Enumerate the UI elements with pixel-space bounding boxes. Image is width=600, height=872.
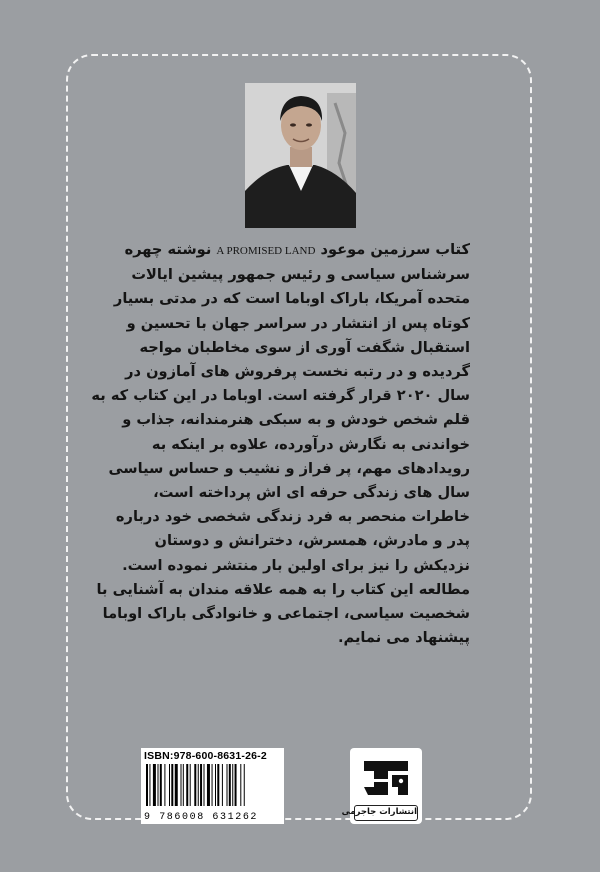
- author-portrait: [245, 83, 356, 228]
- barcode-bar: [222, 764, 223, 806]
- barcode-bar: [232, 764, 233, 806]
- barcode-bar: [235, 764, 237, 806]
- english-title: A PROMISED LAND: [216, 245, 316, 257]
- description-line: سرشناس سیاسی و رئیس جمهور پیشین ایالات: [131, 266, 470, 284]
- description-line: خاطرات منحصر به فرد زندگی شخصی خود درباره: [115, 508, 470, 526]
- barcode-bar: [244, 764, 245, 806]
- barcode-bar: [146, 764, 148, 806]
- barcode-bar: [212, 764, 213, 806]
- barcode-bar: [198, 764, 199, 806]
- barcode-bar: [153, 764, 156, 806]
- description-line: سال ۲۰۲۰ قرار گرفته است. اوباما در این کتاب که به: [91, 387, 470, 405]
- description-line: نزدیکش را نیز برای اولین بار منتشر نموده است.: [122, 556, 470, 574]
- description-line: خواندنی به نگارش درآورده، علاوه بر اینکه به: [151, 435, 470, 453]
- description-line: سال های زندگی حرفه ای اش پرداخته است،: [153, 484, 470, 502]
- description-line: کتاب سرزمین موعود A PROMISED LAND نوشته چهره: [124, 241, 470, 258]
- barcode-bar: [229, 764, 231, 806]
- description-line: استقبال شگفت آوری از سوی مخاطبان مواجه: [139, 338, 470, 356]
- publisher-name: انتشارات جاجرمی: [354, 805, 418, 821]
- barcode-bar: [169, 764, 170, 806]
- barcode-bar: [194, 764, 196, 806]
- description-line: مطالعه این کتاب را به همه علاقه مندان به آشنایی با: [96, 580, 470, 598]
- barcode-bar: [207, 764, 210, 806]
- barcode-bar: [227, 764, 228, 806]
- description-line: شخصیت سیاسی، اجتماعی و خانوادگی باراک اوباما: [102, 605, 470, 623]
- barcode-bar: [181, 764, 182, 806]
- description-line: پدر و مادرش، همسرش، دخترانش و دوستان: [154, 532, 470, 550]
- isbn-barcode: [141, 748, 284, 824]
- barcode-bar: [183, 764, 184, 806]
- barcode-bar: [158, 764, 159, 806]
- barcode-bar: [160, 764, 162, 806]
- barcode-bar: [204, 764, 205, 806]
- barcode-bar: [171, 764, 173, 806]
- barcode-bar: [190, 764, 191, 806]
- barcode-bar: [200, 764, 202, 806]
- barcode-bar: [149, 764, 150, 806]
- description-line: پیشنهاد می نمایم.: [337, 629, 470, 647]
- publisher-emblem-icon: [358, 751, 414, 803]
- publisher-logo: [341, 748, 422, 824]
- description-line: متحده آمریکا، باراک اوباما است که در مدتی بسیار: [113, 290, 470, 308]
- barcode-bar: [164, 764, 165, 806]
- barcode-bar: [186, 764, 188, 806]
- barcode-bar: [215, 764, 216, 806]
- description-line: قلم شخص خودش و به سبکی هنرمندانه، جذاب و: [122, 411, 470, 429]
- barcode-bars: [144, 764, 281, 806]
- isbn-number: ISBN:978-600-8631-26-2: [144, 750, 267, 762]
- description-line: گردیده و در رتبه نخست پرفروش های آمازون در: [125, 363, 470, 381]
- barcode-bar: [240, 764, 241, 806]
- description-line: رویدادهای مهم، پر فراز و نشیب و حساس سیاسی: [108, 459, 470, 477]
- barcode-bar: [175, 764, 178, 806]
- description-line: کوتاه پس از انتشار در سراسر جهان با تحسین و: [126, 314, 470, 332]
- barcode-digits: 9 786008 631262: [144, 812, 259, 823]
- book-description: [91, 238, 470, 650]
- barcode-bar: [217, 764, 219, 806]
